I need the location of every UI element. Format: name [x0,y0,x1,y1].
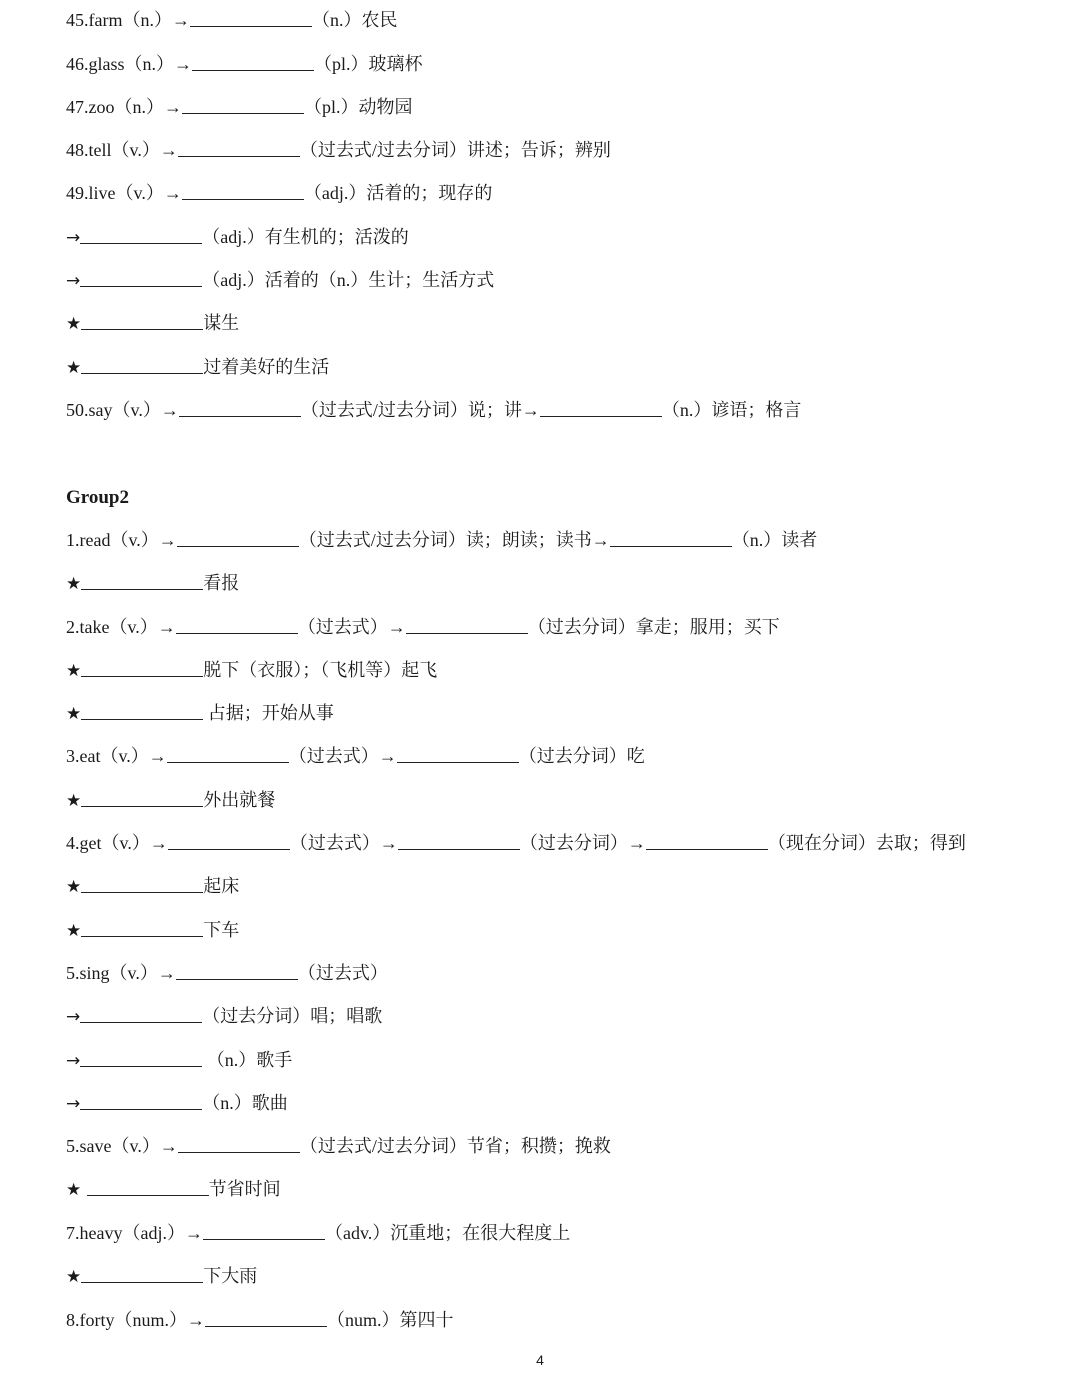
line-text: （过去式） [297,963,388,983]
answer-blank[interactable] [179,398,301,417]
page-number: 4 [536,1352,544,1368]
star-icon: ★ [66,1267,82,1287]
line-text: 1.read（v.）→ [66,530,177,550]
answer-blank[interactable] [192,52,314,71]
answer-blank[interactable] [176,615,298,634]
exercise-line [66,785,275,815]
line-text: （现在分词）去取；得到 [767,833,966,853]
line-text: 下车 [203,920,240,940]
star-icon: ★ [66,877,82,897]
answer-blank[interactable] [81,918,203,937]
line-text: 过着美好的生活 [203,357,330,377]
line-text: 4.get（v.）→ [66,833,168,853]
line-text: 2.take（v.）→ [66,617,176,637]
exercise-line [66,525,817,555]
line-text: （过去式/过去分词）节省；积攒；挽救 [299,1136,611,1156]
line-text: （adj.）活着的；现存的 [303,183,493,203]
exercise-line [66,222,409,252]
star-icon: ★ [66,574,82,594]
exercise-line [66,741,645,771]
line-text: 3.eat（v.）→ [66,746,167,766]
line-text: 看报 [203,573,240,593]
line-text: 起床 [203,876,240,896]
line-text: （adv.）沉重地；在很大程度上 [324,1223,571,1243]
line-text: （过去分词）拿走；服用；买下 [527,617,780,637]
answer-blank[interactable] [182,181,304,200]
line-text: （n.）歌手 [202,1050,293,1070]
exercise-line [66,1261,257,1291]
line-text: （过去分词）吃 [518,746,645,766]
exercise-line [66,871,239,901]
exercise-line [66,92,413,122]
answer-blank[interactable] [81,874,203,893]
answer-blank[interactable] [80,1004,202,1023]
exercise-line [66,612,780,642]
answer-blank[interactable] [81,355,203,374]
line-text: 谋生 [203,313,240,333]
arrow-icon: → [66,1007,81,1027]
line-text: （num.）第四十 [327,1310,454,1330]
answer-blank[interactable] [203,1221,325,1240]
line-text: （pl.）动物园 [304,97,413,117]
exercise-line [66,49,423,79]
line-text: 5.save（v.）→ [66,1136,178,1156]
line-text: 49.live（v.）→ [66,183,182,203]
answer-blank[interactable] [182,95,304,114]
exercise-line [66,828,966,858]
answer-blank[interactable] [397,744,519,763]
answer-blank[interactable] [540,398,662,417]
arrow-icon: → [66,271,81,291]
exercise-line [66,1174,281,1204]
answer-blank[interactable] [406,615,528,634]
exercise-line [66,5,397,35]
answer-blank[interactable] [81,788,203,807]
line-text: （adj.）活着的（n.）生计；生活方式 [202,270,495,290]
arrow-icon: → [66,1094,81,1114]
exercise-line [66,135,611,165]
exercise-line [66,178,492,208]
line-text: （n.）读者 [731,530,818,550]
exercise-line [66,1088,288,1118]
line-text: 45.farm（n.）→ [66,10,190,30]
star-icon: ★ [66,921,82,941]
star-icon: ★ [66,661,82,681]
line-text: （n.）农民 [311,10,398,30]
answer-blank[interactable] [81,571,203,590]
exercise-line [66,1045,292,1075]
answer-blank[interactable] [81,701,203,720]
exercise-line [66,308,239,338]
exercise-line [66,958,388,988]
line-text: （过去分词）唱；唱歌 [202,1006,383,1026]
line-text: （过去式/过去分词）说；讲→ [300,400,540,420]
line-text: 节省时间 [208,1179,281,1199]
exercise-line [66,1131,611,1161]
line-text: 外出就餐 [203,790,276,810]
star-icon: ★ [66,1180,87,1200]
answer-blank[interactable] [81,1264,203,1283]
answer-blank[interactable] [80,1048,202,1067]
answer-blank[interactable] [205,1308,327,1327]
exercise-line [66,352,329,382]
star-icon: ★ [66,314,82,334]
answer-blank[interactable] [167,744,289,763]
line-text: 占据；开始从事 [203,703,334,723]
exercise-line [66,915,239,945]
line-text: （过去式）→ [289,833,398,853]
answer-blank[interactable] [610,528,732,547]
star-icon: ★ [66,704,82,724]
line-text: 7.heavy（adj.）→ [66,1223,203,1243]
star-icon: ★ [66,358,82,378]
answer-blank[interactable] [646,831,768,850]
answer-blank[interactable] [81,658,203,677]
exercise-line [66,1218,570,1248]
answer-blank[interactable] [80,1091,202,1110]
line-text: （adj.）有生机的；活泼的 [202,227,409,247]
line-text: （过去式/过去分词）读；朗读；读书→ [298,530,610,550]
line-text: 46.glass（n.）→ [66,54,192,74]
line-text: 脱下（衣服）；（飞机等）起飞 [203,660,438,680]
answer-blank[interactable] [80,268,202,287]
line-text: 5.sing（v.）→ [66,963,176,983]
line-text: 50.say（v.）→ [66,400,179,420]
line-text: （过去式）→ [297,617,406,637]
answer-blank[interactable] [81,311,203,330]
answer-blank[interactable] [177,528,299,547]
star-icon: ★ [66,791,82,811]
exercise-line [66,395,801,425]
answer-blank[interactable] [190,8,312,27]
line-text: （n.）谚语；格言 [661,400,802,420]
line-text: 8.forty（num.）→ [66,1310,205,1330]
line-text: 下大雨 [203,1266,258,1286]
answer-blank[interactable] [80,225,202,244]
line-text: （pl.）玻璃杯 [314,54,423,74]
answer-blank[interactable] [87,1177,209,1196]
exercise-line [66,1001,382,1031]
exercise-line [66,568,239,598]
line-text: （n.）歌曲 [202,1093,288,1113]
answer-blank[interactable] [168,831,290,850]
line-text: （过去式/过去分词）讲述；告诉；辨别 [299,140,611,160]
arrow-icon: → [66,228,81,248]
arrow-icon: → [66,1051,81,1071]
exercise-line [66,1305,454,1335]
exercise-line [66,265,494,295]
exercise-line [66,655,437,685]
answer-blank[interactable] [398,831,520,850]
answer-blank[interactable] [178,1134,300,1153]
line-text: 48.tell（v.）→ [66,140,178,160]
answer-blank[interactable] [176,961,298,980]
answer-blank[interactable] [178,138,300,157]
exercise-line [66,698,334,728]
line-text: 47.zoo（n.）→ [66,97,182,117]
line-text: （过去分词）→ [519,833,646,853]
line-text: （过去式）→ [288,746,397,766]
section-heading: Group2 [66,487,130,508]
